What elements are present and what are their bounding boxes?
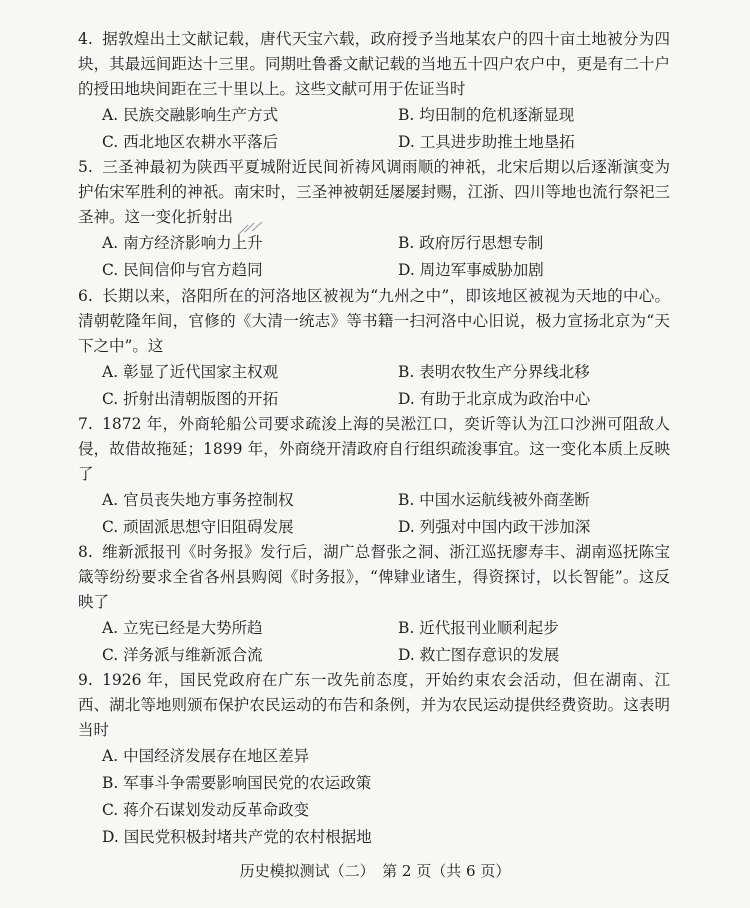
option-b[interactable]: B. 近代报刊业顺利起步: [398, 619, 559, 637]
question-text: 三圣神最初为陕西平夏城附近民间祈祷风调雨顺的神祇，北宋后期以后逐渐演变为护佑宋军胜利的神祇。南宋时，三圣神被朝廷屡屡封赐，江浙、四川等地也流行祭祀三圣神。这一变化折射出: [78, 158, 670, 226]
question-text: 维新派报刊《时务报》发行后，湖广总督张之洞、浙江巡抚廖寿丰、湖南巡抚陈宝箴等纷纷要求全省各州县购阅《时务报》，“俾肄业诸生，得资探讨，以长智能”。这反映了: [78, 543, 670, 611]
question-9: [78, 668, 670, 851]
option-b[interactable]: B. 政府厉行思想专制: [398, 234, 544, 252]
option-a[interactable]: A. 立宪已经是大势所趋: [102, 619, 263, 637]
question-text: 长期以来，洛阳所在的河洛地区被视为“九州之中”，即该地区被视为天地的中心。清朝乾隆年间，官修的《大清一统志》等书籍一扫河洛中心旧说，极力宣扬北京为“天下之中”。这: [78, 287, 670, 355]
option-b[interactable]: B. 均田制的危机逐渐显现: [398, 106, 575, 124]
option-d[interactable]: D. 周边军事威胁加剧: [398, 261, 544, 279]
option-c[interactable]: C. 洋务派与维新派合流: [102, 646, 263, 664]
question-7: [78, 412, 670, 541]
options: [78, 743, 670, 851]
question-stem: [78, 284, 670, 359]
option-b[interactable]: B. 中国水运航线被外商垄断: [398, 491, 590, 509]
option-c[interactable]: C. 蒋介石谋划发动反革命政变: [102, 801, 310, 819]
option-b[interactable]: B. 表明农牧生产分界线北移: [398, 363, 590, 381]
option-d[interactable]: D. 有助于北京成为政治中心: [398, 390, 591, 408]
question-number: 9.: [78, 671, 93, 689]
question-text: 1926 年，国民党政府在广东一改先前态度，开始约束农会活动，但在湖南、江西、湖北等地则颁布保护农民运动的布告和条例，并为农民运动提供经费资助。这表明当时: [78, 671, 670, 739]
question-number: 5.: [78, 158, 93, 176]
question-6: [78, 284, 670, 413]
question-number: 4.: [78, 30, 93, 48]
question-number: 6.: [78, 287, 93, 305]
option-a[interactable]: A. 中国经济发展存在地区差异: [102, 747, 310, 765]
question-stem: [78, 668, 670, 743]
options: [78, 230, 670, 284]
option-a[interactable]: A. 彰显了近代国家主权观: [102, 363, 279, 381]
option-d[interactable]: D. 国民党积极封堵共产党的农村根据地: [102, 828, 372, 846]
option-c[interactable]: C. 西北地区农耕水平落后: [102, 133, 279, 151]
page-footer: 历史模拟测试（二） 第 2 页（共 6 页）: [239, 862, 511, 880]
options: [78, 615, 670, 669]
options: [78, 487, 670, 541]
pencil-mark: [236, 219, 266, 239]
question-number: 7.: [78, 415, 93, 433]
question-text: 1872 年，外商轮船公司要求疏浚上海的吴淞江口，奕䜣等认为江口沙洲可阻敌人侵，故借故拖延；1899 年，外商绕开清政府自行组织疏浚事宜。这一变化本质上反映了: [78, 415, 670, 483]
option-a[interactable]: A. 民族交融影响生产方式: [102, 106, 279, 124]
question-number: 8.: [78, 543, 93, 561]
option-d[interactable]: D. 列强对中国内政干涉加深: [398, 518, 591, 536]
question-stem: [78, 540, 670, 615]
option-c[interactable]: C. 民间信仰与官方趋同: [102, 261, 263, 279]
question-4: [78, 27, 670, 156]
question-stem: [78, 27, 670, 102]
option-c[interactable]: C. 折射出清朝版图的开拓: [102, 390, 279, 408]
options: [78, 102, 670, 156]
option-b[interactable]: B. 军事斗争需要影响国民党的农运政策: [102, 774, 372, 792]
question-text: 据敦煌出土文献记载，唐代天宝六载，政府授予当地某农户的四十亩土地被分为四块，其最远间距达十三里。同期吐鲁番文献记载的当地五十四户农户中，更是有二十户的授田地块间距在三十里以上。这些文献可用于佐证当时: [78, 30, 670, 98]
option-d[interactable]: D. 救亡图存意识的发展: [398, 646, 560, 664]
question-stem: [78, 155, 670, 230]
options: [78, 359, 670, 413]
option-a[interactable]: A. 南方经济影响力上升: [102, 234, 263, 252]
question-stem: [78, 412, 670, 487]
question-5: [78, 155, 670, 284]
option-d[interactable]: D. 工具进步助推土地垦拓: [398, 133, 575, 151]
option-c[interactable]: C. 顽固派思想守旧阻碍发展: [102, 518, 294, 536]
question-8: [78, 540, 670, 669]
option-a[interactable]: A. 官员丧失地方事务控制权: [102, 491, 294, 509]
